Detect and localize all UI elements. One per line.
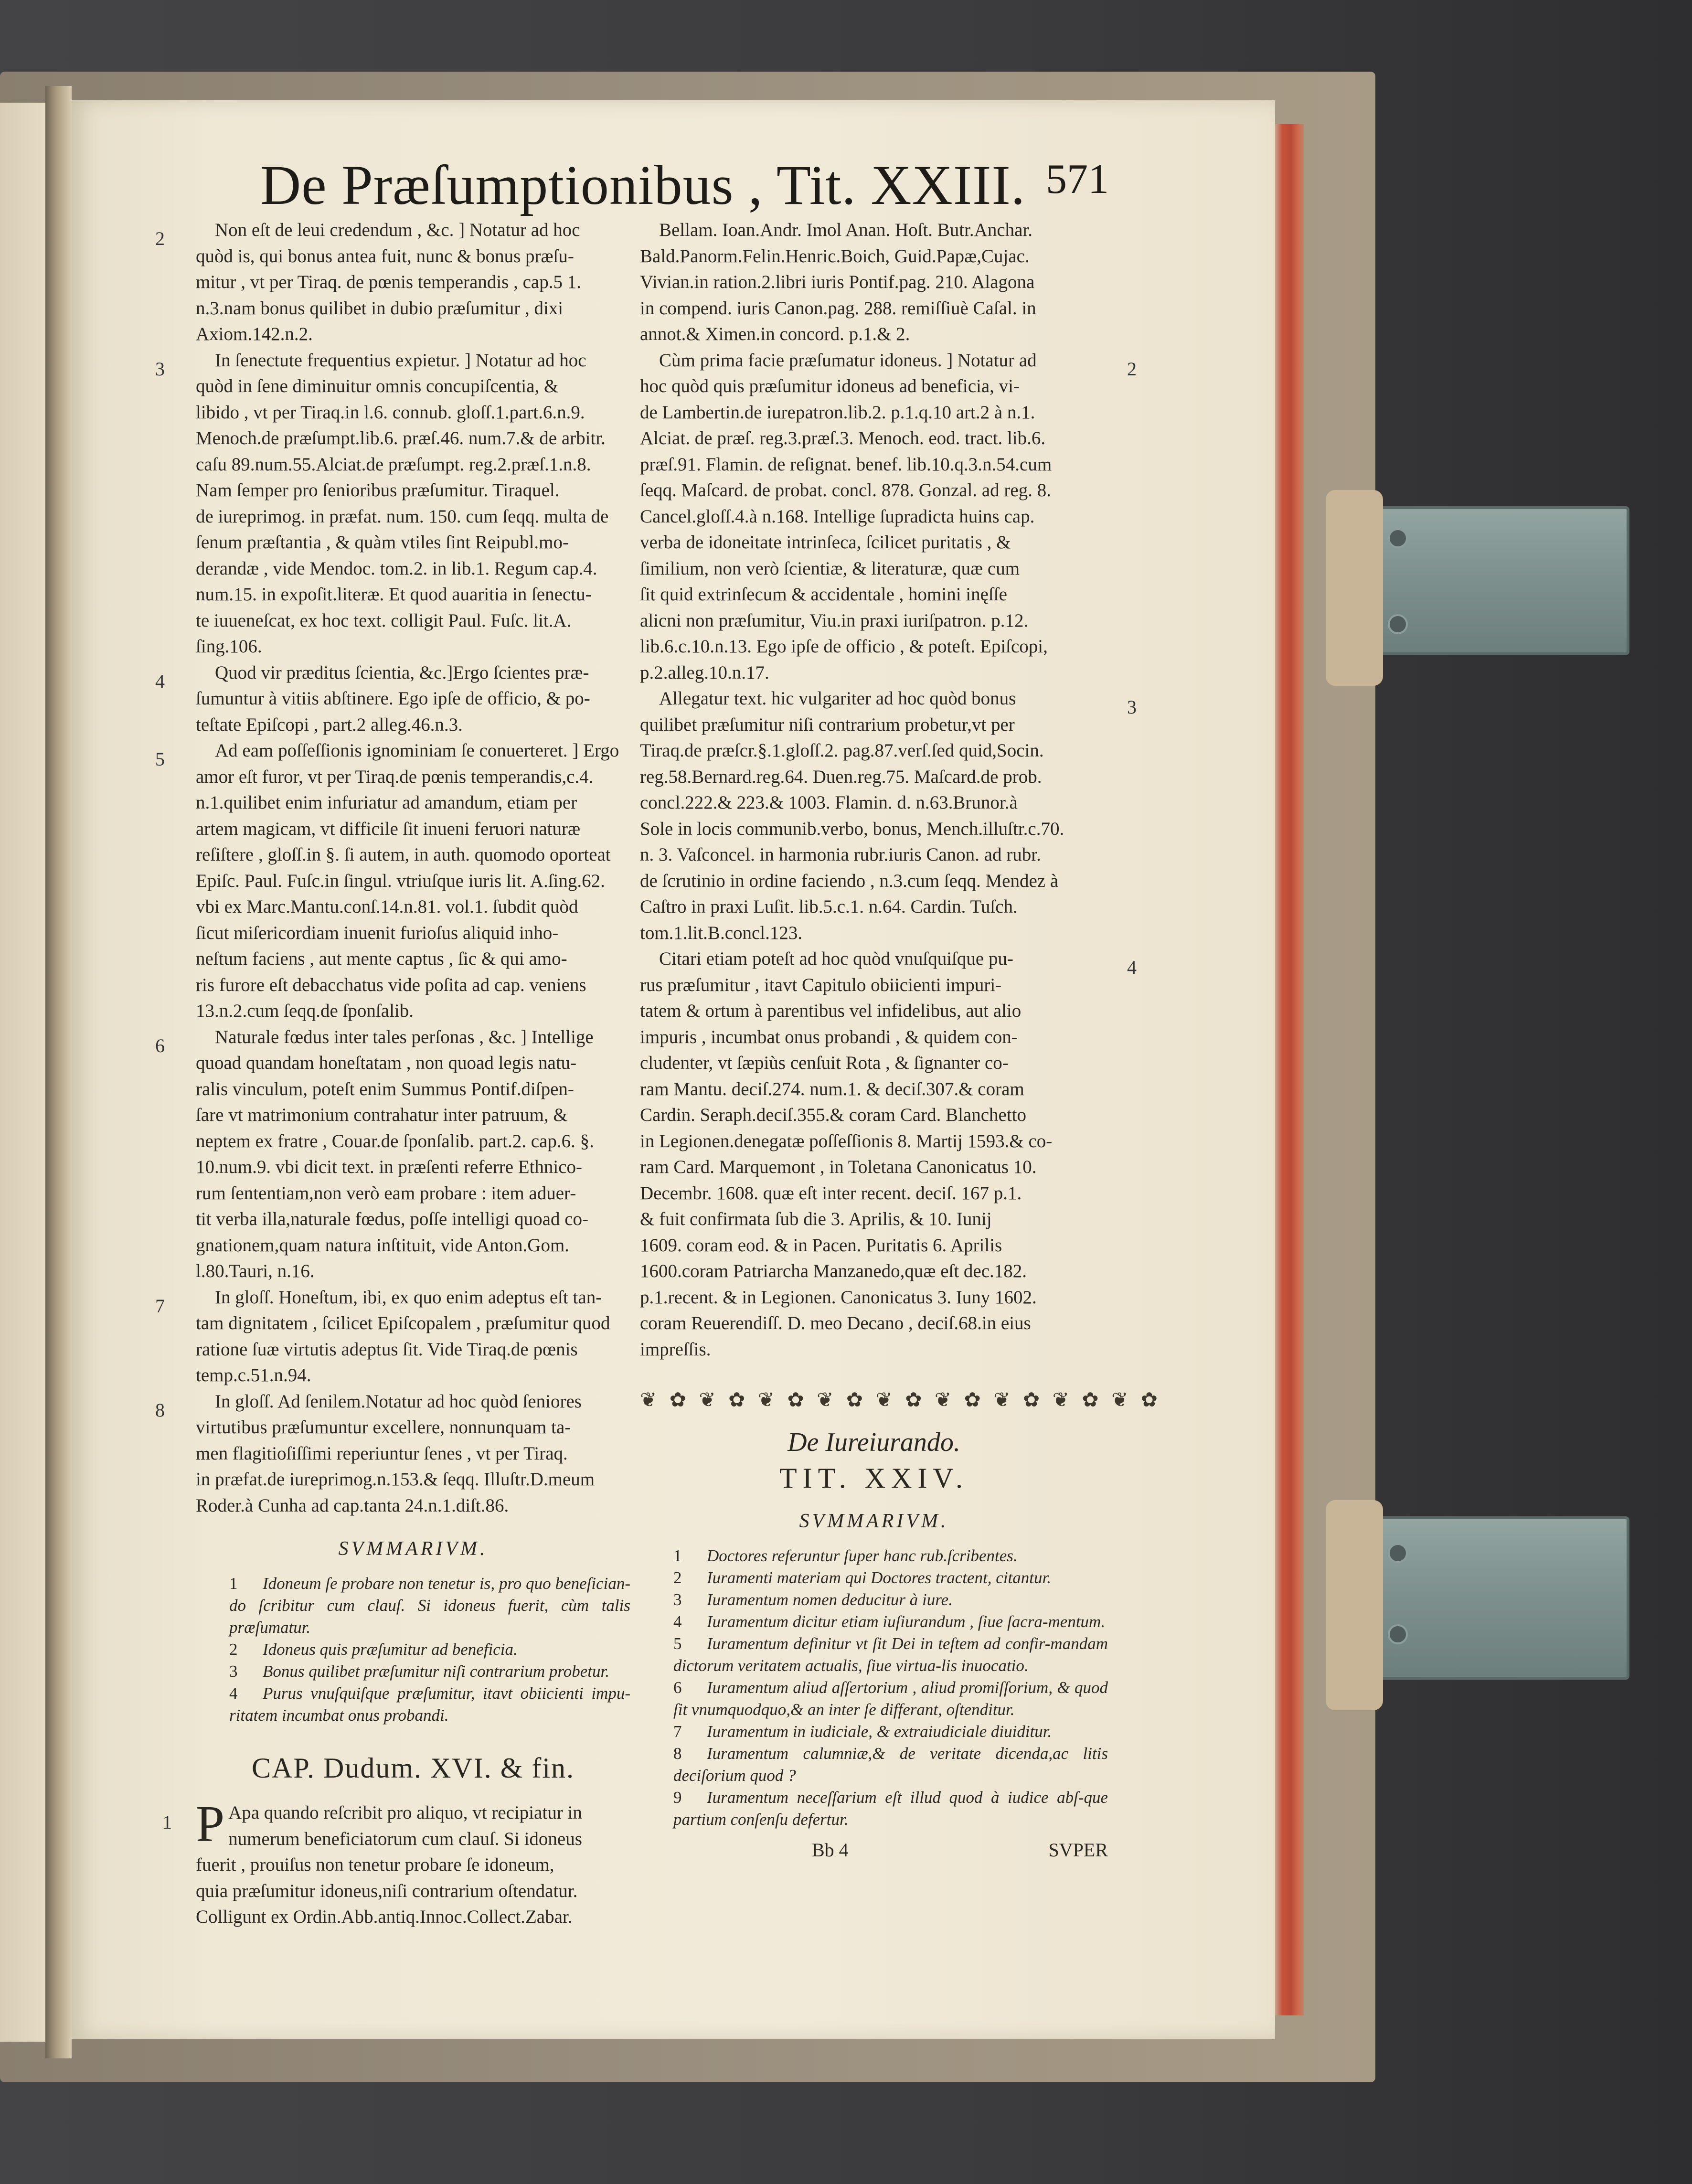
summary-text: Iuramentum aliud aſſertorium , aliud promiſſorium, & quod ſit vnumquodquo,& an inter ſe differant, oſtenditur. <box>673 1678 1108 1719</box>
text-line: de iureprimog. in præfat. num. 150. cum ſeqq. multa de <box>196 506 609 527</box>
book-gutter <box>45 86 72 2058</box>
text-line: ram Card. Marquemont , in Toletana Canonicatus 10. <box>640 1157 1037 1177</box>
summary-item <box>640 1545 1108 1567</box>
text-line: men flagitioſiſſimi reperiuntur ſenes , vt per Tiraq. <box>196 1443 568 1464</box>
summary-item <box>640 1633 1108 1677</box>
text-line: Citari etiam poteſt ad hoc quòd vnuſquiſque pu- <box>659 948 1013 969</box>
summary-text: Iuramentum in iudiciale, & extraiudiciale diuiditur. <box>707 1722 1052 1741</box>
section-title: De Iureiurando. <box>787 1428 960 1457</box>
text-line: teſtate Epiſcopi , part.2 alleg.46.n.3. <box>196 714 463 735</box>
text-line: cludenter, vt ſæpiùs cenſuit Rota , & ſignanter co- <box>640 1053 1009 1073</box>
text-line: derandæ , vide Mendoc. tom.2. in lib.1. Regum cap.4. <box>196 558 597 579</box>
margin-number: 7 <box>155 1295 165 1317</box>
summary-item <box>640 1611 1108 1633</box>
text-line: n.3.nam bonus quilibet in dubio præſumitur , dixi <box>196 298 564 319</box>
margin-number: 3 <box>155 358 165 380</box>
text-line: coram Reuerendiſſ. D. meo Decano , deciſ.68.in eius <box>640 1313 1031 1333</box>
text-line: 10.num.9. vbi dicit text. in præſenti referre Ethnico- <box>196 1157 583 1177</box>
text-line: Non eſt de leui credendum , &c. ] Notatur ad hoc <box>215 220 580 240</box>
summary-text: Doctores referuntur ſuper hanc rub.ſcribentes. <box>707 1546 1018 1565</box>
text-line: de Lambertin.de iurepatron.lib.2. p.1.q.10 art.2 à n.1. <box>640 402 1035 423</box>
commentary-paragraph <box>640 348 1137 686</box>
text-line: Tiraq.de præſcr.§.1.gloſſ.2. pag.87.verſ.ſed quid,Socin. <box>640 740 1044 761</box>
commentary-paragraph <box>155 1389 630 1519</box>
summary-number: 8 <box>673 1744 682 1763</box>
text-line: Axiom.142.n.2. <box>196 324 313 344</box>
summary-number: 7 <box>673 1722 682 1741</box>
text-line: Bellam. Ioan.Andr. Imol Anan. Hoſt. Butr.Anchar. <box>659 220 1033 240</box>
text-line: 1600.coram Patriarcha Manzanedo,quæ eſt dec.182. <box>640 1261 1027 1281</box>
text-line: Roder.à Cunha ad cap.tanta 24.n.1.diſt.86. <box>196 1495 509 1516</box>
text-line: mitur , vt per Tiraq. de pœnis temperandis , cap.5 1. <box>196 272 581 292</box>
page-edge-red <box>1275 124 1304 2015</box>
rivet-icon <box>1388 1543 1408 1563</box>
text-line: annot.& Ximen.in concord. p.1.& 2. <box>640 324 910 344</box>
summary-item <box>640 1721 1108 1743</box>
text-line: in Legionen.denegatæ poſſeſſionis 8. Martij 1593.& co- <box>640 1130 1053 1151</box>
summary-number: 2 <box>673 1568 682 1587</box>
margin-number: 3 <box>1127 696 1137 718</box>
text-line: fuerit , prouiſus non tenetur probare ſe idoneum, <box>196 1854 554 1875</box>
summary-text: Iuramentum definitur vt ſit Dei in teſtem ad confir-mandam dictorum veritatem actualis, ſiue virtua-lis inuocatio. <box>673 1634 1108 1675</box>
left-column <box>155 217 630 1930</box>
summary-text: Iuramenti materiam qui Doctores tractent, citantur. <box>707 1568 1051 1587</box>
text-line: lib.6.c.10.n.13. Ego ipſe de officio , & poteſt. Epiſcopi, <box>640 636 1048 657</box>
clasp-top <box>1356 506 1629 655</box>
text-line: Epiſc. Paul. Fuſc.in ſingul. vtriuſque iuris lit. A.ſing.62. <box>196 870 605 891</box>
rivet-icon <box>1388 1624 1408 1644</box>
text-line: Alciat. de præſ. reg.3.præſ.3. Menoch. eod. tract. lib.6. <box>640 428 1046 448</box>
text-line: Cardin. Seraph.deciſ.355.& coram Card. Blanchetto <box>640 1105 1027 1125</box>
text-line: tatem & ortum à parentibus vel infidelibus, aut alio <box>640 1001 1022 1021</box>
running-header: De Præſumptionibus , Tit. XXIII. <box>260 154 1026 216</box>
catchword: SVPER <box>1048 1839 1108 1861</box>
text-line: tom.1.lit.B.concl.123. <box>640 922 803 943</box>
text-line: In ſenectute frequentius expietur. ] Notatur ad hoc <box>215 350 586 371</box>
title-number: TIT. XXIV. <box>779 1462 969 1494</box>
clasp-leather <box>1326 490 1383 686</box>
text-line: ralis vinculum, poteſt enim Summus Pontif.diſpen- <box>196 1078 574 1099</box>
text-line: concl.222.& 223.& 1003. Flamin. d. n.63.Brunor.à <box>640 792 1018 813</box>
text-line: In gloſſ. Honeſtum, ibi, ex quo enim adeptus eſt tan- <box>215 1287 602 1308</box>
text-line: Apa quando reſcribit pro aliquo, vt recipiatur in <box>228 1802 582 1823</box>
text-line: ram Mantu. deciſ.274. num.1. & deciſ.307.& coram <box>640 1078 1024 1099</box>
summary-text: Bonus quilibet præſumitur niſi contrarium probetur. <box>263 1662 609 1681</box>
summary-item <box>196 1639 630 1661</box>
text-line: artem magicam, vt difficile ſit inueni feruori naturæ <box>196 818 581 839</box>
margin-number: 6 <box>155 1034 165 1056</box>
text-line: impreſſis. <box>640 1339 711 1360</box>
summary-text: Iuramentum neceſſarium eſt illud quod à iudice abſ-que partium conſenſu defertur. <box>673 1788 1108 1829</box>
margin-number: 8 <box>155 1399 165 1421</box>
text-line: n.1.quilibet enim infuriatur ad amandum, etiam per <box>196 792 577 813</box>
text-line: reſiſtere , gloſſ.in §. ſi autem, in auth. quomodo oporteat <box>196 844 611 865</box>
left-summary-list <box>196 1573 630 1726</box>
text-line: p.2.alleg.10.n.17. <box>640 662 769 683</box>
previous-page-edge <box>0 103 45 2042</box>
text-line: hoc quòd quis præſumitur idoneus ad beneficia, vi- <box>640 376 1020 396</box>
summary-number: 9 <box>673 1788 682 1807</box>
text-line: n. 3. Vaſconcel. in harmonia rubr.iuris Canon. ad rubr. <box>640 844 1041 865</box>
text-line: tit verba illa,naturale fœdus, poſſe intelligi quoad co- <box>196 1209 589 1229</box>
summary-item <box>196 1573 630 1639</box>
summary-number: 3 <box>229 1662 238 1681</box>
text-line: ſicut miſericordiam inuenit furioſus aliquid inho- <box>196 922 559 943</box>
text-line: Cùm prima facie præſumatur idoneus. ] Notatur ad <box>659 350 1037 371</box>
summary-number: 4 <box>673 1612 682 1631</box>
text-line: in præfat.de iureprimog.n.153.& ſeqq. Illuſtr.D.meum <box>196 1469 595 1490</box>
text-line: ſeqq. Maſcard. de probat. concl. 878. Gonzal. ad reg. 8. <box>640 480 1051 501</box>
summary-number: 4 <box>229 1683 238 1703</box>
commentary-paragraph <box>640 217 1108 348</box>
summary-number: 1 <box>229 1574 238 1593</box>
summary-text: Purus vnuſquiſque præſumitur, itavt obiicienti impu-ritatem incumbat onus probandi. <box>229 1683 630 1725</box>
text-line: neſtum faciens , aut mente captus , ſic & qui amo- <box>196 948 567 969</box>
summary-item <box>196 1661 630 1683</box>
text-line: quoad quandam honeſtatam , non quoad legis natu- <box>196 1053 577 1073</box>
page-number: 571 <box>1046 156 1109 202</box>
text-line: rus præſumitur , itavt Capitulo obiicienti impuri- <box>640 974 1002 995</box>
text-line: Decembr. 1608. quæ eſt inter recent. deciſ. 167 p.1. <box>640 1183 1022 1204</box>
right-column <box>640 217 1161 1863</box>
page-footer <box>640 1837 1108 1864</box>
commentary-paragraph <box>155 217 630 348</box>
summary-number: 5 <box>673 1634 682 1653</box>
text-line: verba de idoneitate intrinſeca, ſcilicet puritatis , & <box>640 532 1011 553</box>
text-line: libido , vt per Tiraq.in l.6. connub. gloſſ.1.part.6.n.9. <box>196 402 585 423</box>
summary-number: 2 <box>229 1640 238 1659</box>
text-line: quòd is, qui bonus antea fuit, nunc & bonus præſu- <box>196 245 574 266</box>
text-line: Naturale fœdus inter tales perſonas , &c. ] Intellige <box>215 1026 594 1047</box>
ornament-divider: ❦ ✿ ❦ ✿ ❦ ✿ ❦ ✿ ❦ ✿ ❦ ✿ ❦ ✿ ❦ ✿ ❦ ✿ <box>640 1389 1161 1411</box>
text-line: & fuit confirmata ſub die 3. Aprilis, & 10. Iunij <box>640 1209 992 1229</box>
text-line: numerum beneficiatorum cum clauſ. Si idoneus <box>228 1828 582 1849</box>
text-line: Caſtro in praxi Luſit. lib.5.c.1. n.64. Cardin. Tuſch. <box>640 896 1018 917</box>
text-line: ſing.106. <box>196 636 262 657</box>
text-line: neptem ex fratre , Couar.de ſponſalib. part.2. cap.6. §. <box>196 1130 594 1151</box>
summary-text: Iuramentum calumniæ,& de veritate dicenda,ac litis deciſorium quod ? <box>673 1744 1108 1785</box>
commentary-paragraph <box>155 660 630 738</box>
text-line: Quod vir præditus ſcientia, &c.]Ergo ſcientes præ- <box>215 662 589 683</box>
summary-item <box>640 1567 1108 1589</box>
text-line: ſit quid extrinſecum & accidentale , homini inęſſe <box>640 584 1007 605</box>
text-line: rum ſententiam,non verò eam probare : item aduer- <box>196 1183 576 1204</box>
summary-text: Idoneum ſe probare non tenetur is, pro quo beneſician-do ſcribitur cum clauſ. Si idoneus fuerit, cùm talis præſumatur. <box>229 1574 630 1637</box>
text-line: ris furore eſt debacchatus vide poſita ad cap. veniens <box>196 974 586 995</box>
text-line: ſumuntur à vitiis abſtinere. Ego ipſe de officio, & po- <box>196 688 590 709</box>
text-line: num.15. in expoſit.literæ. Et quod auaritia in ſenectu- <box>196 584 592 605</box>
commentary-paragraph <box>155 1024 630 1285</box>
text-line: quilibet præſumitur niſi contrarium probetur,vt per <box>640 714 1015 735</box>
summary-item <box>640 1677 1108 1721</box>
right-summary-list <box>640 1545 1108 1831</box>
text-line: amor eſt furor, vt per Tiraq.de pœnis temperandis,c.4. <box>196 766 594 787</box>
text-line: caſu 89.num.55.Alciat.de præſumpt. reg.2.præſ.1.n.8. <box>196 454 591 475</box>
margin-number: 4 <box>1127 957 1137 978</box>
text-line: in compend. iuris Canon.pag. 288. remiſſiuè Caſal. in <box>640 298 1036 319</box>
signature-mark: Bb 4 <box>812 1839 849 1861</box>
chapter-lines <box>196 1796 630 1930</box>
chapter-heading: CAP. Dudum. XVI. & fin. <box>251 1752 575 1784</box>
clasp-leather <box>1326 1500 1383 1710</box>
text-line: ratione ſuæ virtutis adeptus ſit. Vide Tiraq.de pœnis <box>196 1339 578 1360</box>
margin-number: 5 <box>155 748 165 770</box>
text-line: tam dignitatem , ſcilicet Epiſcopalem , præſumitur quod <box>196 1313 610 1333</box>
text-line: 13.n.2.cum ſeqq.de ſponſalib. <box>196 1001 414 1021</box>
text-line: Nam ſemper pro ſenioribus præſumitur. Tiraquel. <box>196 480 560 501</box>
left-commentary <box>155 217 630 1519</box>
summary-text: Iuramentum dicitur etiam iuſiurandum , ſiue ſacra-mentum. <box>707 1612 1106 1631</box>
rivet-icon <box>1388 528 1408 548</box>
chapter-text <box>162 1796 630 1930</box>
margin-number: 2 <box>1127 358 1137 380</box>
text-line: ſenum præſtantia , & quàm vtiles ſint Reipubl.mo- <box>196 532 569 553</box>
text-line: alicni non præſumitur, Viu.in praxi iuriſpatron. p.12. <box>640 610 1029 631</box>
summary-number: 3 <box>673 1590 682 1609</box>
summary-item <box>196 1683 630 1726</box>
text-line: quia præſumitur idoneus,niſi contrarium oſtendatur. <box>196 1880 578 1901</box>
text-line: Bald.Panorm.Felin.Henric.Boich, Guid.Papæ,Cujac. <box>640 245 1030 266</box>
text-line: impuris , incumbat onus probandi , & quidem con- <box>640 1026 1018 1047</box>
commentary-paragraph <box>155 1285 630 1389</box>
text-line: p.1.recent. & in Legionen. Canonicatus 3. Iuny 1602. <box>640 1287 1037 1308</box>
summary-text: Idoneus quis præſumitur ad beneficia. <box>263 1640 518 1659</box>
commentary-paragraph <box>640 946 1137 1363</box>
text-line: quòd in ſene diminuitur omnis concupiſcentia, & <box>196 376 559 396</box>
commentary-paragraph <box>155 738 630 1024</box>
text-line: Sole in locis communib.verbo, bonus, Mench.illuſtr.c.70. <box>640 818 1064 839</box>
text-line: Vivian.in ration.2.libri iuris Pontif.pag. 210. Alagona <box>640 272 1035 292</box>
text-line: l.80.Tauri, n.16. <box>196 1261 315 1281</box>
text-line: præſ.91. Flamin. de reſignat. benef. lib.10.q.3.n.54.cum <box>640 454 1052 475</box>
commentary-paragraph <box>640 686 1137 946</box>
margin-number: 1 <box>162 1811 172 1833</box>
summary-number: 6 <box>673 1678 682 1697</box>
text-line: In gloſſ. Ad ſenilem.Notatur ad hoc quòd ſeniores <box>215 1391 582 1412</box>
clasp-bottom <box>1356 1516 1629 1680</box>
right-commentary <box>640 217 1137 1363</box>
text-line: te iuueneſcat, ex hoc text. colligit Paul. Fuſc. lit.A. <box>196 610 572 631</box>
margin-number: 2 <box>155 228 165 249</box>
text-line: Allegatur text. hic vulgariter ad hoc quòd bonus <box>659 688 1016 709</box>
commentary-paragraph <box>155 348 630 660</box>
text-line: de ſcrutinio in ordine faciendo , n.3.cum ſeqq. Mendez à <box>640 870 1059 891</box>
text-line: virtutibus præſumuntur excellere, nonnunquam ta- <box>196 1417 571 1438</box>
summary-item <box>640 1743 1108 1787</box>
text-line: Ad eam poſſeſſionis ignominiam ſe conuerteret. ] Ergo <box>215 740 619 761</box>
summary-heading: SVMMARIVM. <box>799 1510 949 1532</box>
text-line: Colligunt ex Ordin.Abb.antiq.Innoc.Collect.Zabar. <box>196 1907 573 1927</box>
text-line: vbi ex Marc.Mantu.conſ.14.n.81. vol.1. ſubdit quòd <box>196 896 578 917</box>
summary-item <box>640 1589 1108 1611</box>
summary-heading: SVMMARIVM. <box>338 1538 488 1560</box>
summary-item <box>640 1787 1108 1831</box>
text-line: reg.58.Bernard.reg.64. Duen.reg.75. Maſcard.de prob. <box>640 766 1042 787</box>
drop-cap: P <box>196 1796 225 1853</box>
text-line: ſare vt matrimonium contrahatur inter patruum, & <box>196 1105 568 1125</box>
text-line: Cancel.gloſſ.4.à n.168. Intellige ſupradicta huins cap. <box>640 506 1035 527</box>
text-line: Menoch.de præſumpt.lib.6. præſ.46. num.7.& de arbitr. <box>196 428 606 448</box>
text-line: temp.c.51.n.94. <box>196 1365 311 1385</box>
text-line: gnationem,quam natura inſtituit, vide Anton.Gom. <box>196 1235 570 1256</box>
text-line: 1609. coram eod. & in Pacen. Puritatis 6. Aprilis <box>640 1235 1002 1256</box>
summary-number: 1 <box>673 1546 682 1565</box>
text-line: ſimilium, non verò ſcientiæ, & literaturæ, quæ cum <box>640 558 1020 579</box>
summary-text: Iuramentum nomen deducitur à iure. <box>707 1590 953 1609</box>
rivet-icon <box>1388 614 1408 634</box>
margin-number: 4 <box>155 670 165 692</box>
